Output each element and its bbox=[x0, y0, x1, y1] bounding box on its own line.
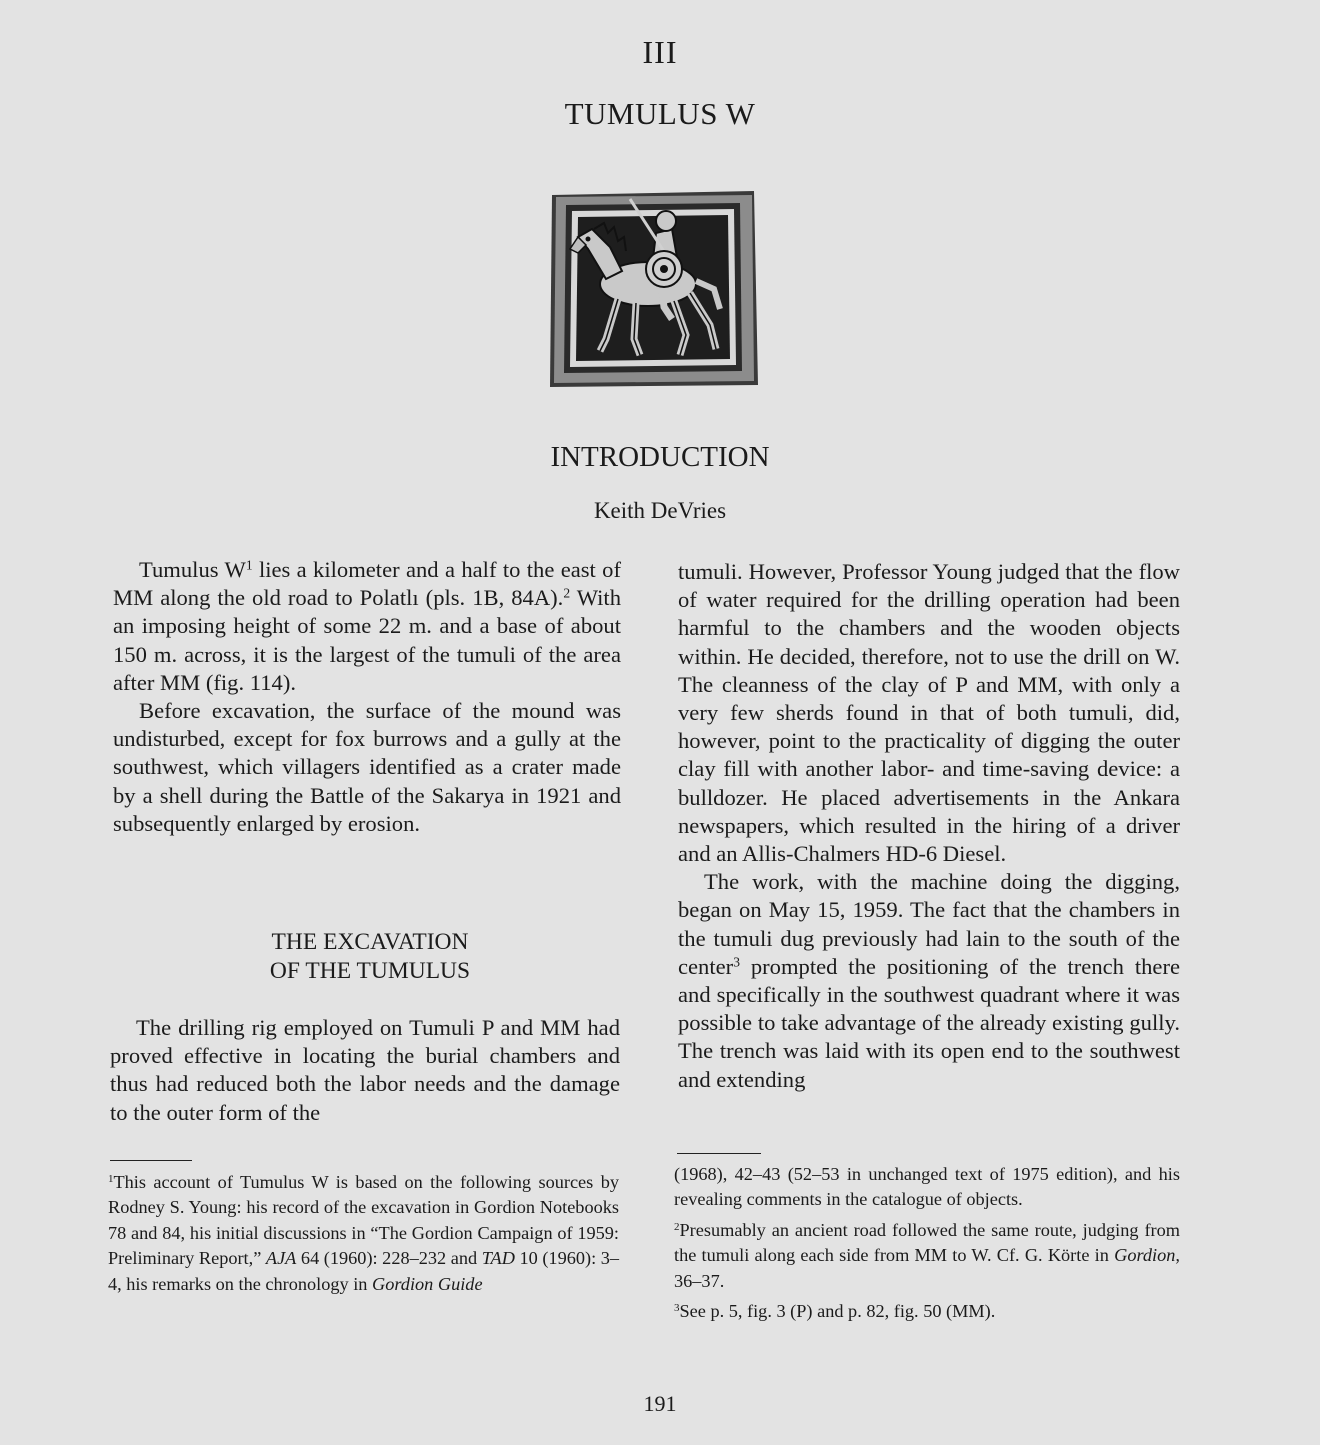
footnote-1-continued: (1968), 42–43 (52–53 in unchanged text of 1975 edition), and his revealing comments in the catalogue of objects. bbox=[674, 1164, 1180, 1210]
book-title: Gordion Guide bbox=[372, 1273, 483, 1294]
footnote-number: 1 bbox=[108, 1172, 114, 1185]
paragraph bbox=[113, 556, 621, 697]
journal-title: AJA bbox=[265, 1248, 297, 1269]
left-column-intro bbox=[113, 556, 621, 838]
paragraph bbox=[678, 868, 1180, 1094]
paragraph: The drilling rig employed on Tumuli P and MM had proved effective in locating the burial chambers and thus had reduced both the labor needs and the damage to the outer form of the bbox=[110, 1015, 620, 1125]
chapter-number: III bbox=[642, 34, 678, 70]
text-run: See p. 5, fig. 3 (P) and p. 82, fig. 50 (MM). bbox=[679, 1301, 996, 1322]
text-run: With an imposing height of some 22 m. and a base of about 150 m. across, it is the largest of the tumuli of the area after MM (fig. 114). bbox=[113, 585, 622, 695]
footnote-1 bbox=[108, 1170, 619, 1297]
paragraph: Before excavation, the surface of the mound was undisturbed, except for fox burrows and a gully at the southwest, which villagers identified as a crater made by a shell during the Battle of the Sakarya in 1921 and subsequently enlarged by erosion. bbox=[113, 698, 621, 836]
subsection-heading bbox=[170, 928, 570, 986]
book-title: Gordion, bbox=[1114, 1245, 1180, 1266]
footnote-number: 3 bbox=[674, 1302, 680, 1314]
text-run: 10 (1960): 3–4, his remarks on the chronology in bbox=[108, 1248, 620, 1294]
paragraph: tumuli. However, Professor Young judged that the flow of water required for the drilling operation had been harmful to the chambers and the wooden objects within. He decided, therefore, not to use the drill on W. The cleanness of the clay of P and MM, with only a very few sherds found in that of both tumuli, did, however, point to the practicality of digging the outer clay fill with another labor- and time-saving device: a bulldozer. He placed advertisements in the Ankara newspapers, which resulted in the hiring of a driver and an Allis-Chalmers HD-6 Diesel. bbox=[678, 559, 1180, 867]
text-run: 64 (1960): 228–232 and bbox=[296, 1248, 482, 1269]
footnote-ref: 2 bbox=[563, 585, 571, 601]
footnote-2 bbox=[674, 1218, 1180, 1294]
heading-line: THE EXCAVATION bbox=[271, 929, 469, 955]
footnote-number: 2 bbox=[674, 1220, 680, 1233]
footnote-ref: 1 bbox=[245, 557, 253, 573]
footnote-divider bbox=[110, 1160, 192, 1161]
horseman-relief-plaque-illustration bbox=[548, 189, 760, 389]
chapter-title: TUMULUS W bbox=[564, 96, 756, 131]
text-run: Presumably an ancient road followed the same route, judging from the tumuli along each side from MM to W. Cf. G. Körte in bbox=[674, 1219, 1180, 1266]
text-run: Tumulus W bbox=[139, 557, 246, 582]
footnotes-left bbox=[108, 1170, 619, 1297]
left-column-excavation bbox=[110, 1014, 620, 1127]
journal-title: TAD bbox=[481, 1248, 515, 1269]
footnote-divider bbox=[677, 1153, 761, 1154]
text-run: 36–37. bbox=[674, 1270, 725, 1291]
footnote-ref: 3 bbox=[733, 954, 740, 970]
text-run: lies a kilometer and a half to the east of MM along the old road to Polatlı (pls. 1B, 84A). bbox=[113, 557, 621, 611]
right-column bbox=[678, 558, 1180, 1094]
text-run: The work, with the machine doing the digging, began on May 15, 1959. The fact that the chambers in the tumuli dug previously had lain to the south of the center bbox=[678, 869, 1180, 979]
heading-line: OF THE TUMULUS bbox=[269, 958, 471, 984]
text-run: prompted the positioning of the trench there and specifically in the southwest quadrant where it was possible to take advantage of the already existing gully. The trench was laid with its open end to the southwest and extending bbox=[678, 953, 1180, 1092]
footnote-3 bbox=[674, 1299, 1180, 1324]
footnotes-right bbox=[674, 1162, 1180, 1324]
section-title: INTRODUCTION bbox=[550, 441, 770, 473]
text-run: This account of Tumulus W is based on the following sources by Rodney S. Young: his record of the excavation in Gordion Notebooks 78 and 84, his initial discussions in “The Gordion Campaign of 1959: Preliminary Report,” bbox=[108, 1172, 619, 1269]
author-name: Keith DeVries bbox=[593, 498, 727, 523]
page-number: 191 bbox=[643, 1391, 677, 1416]
